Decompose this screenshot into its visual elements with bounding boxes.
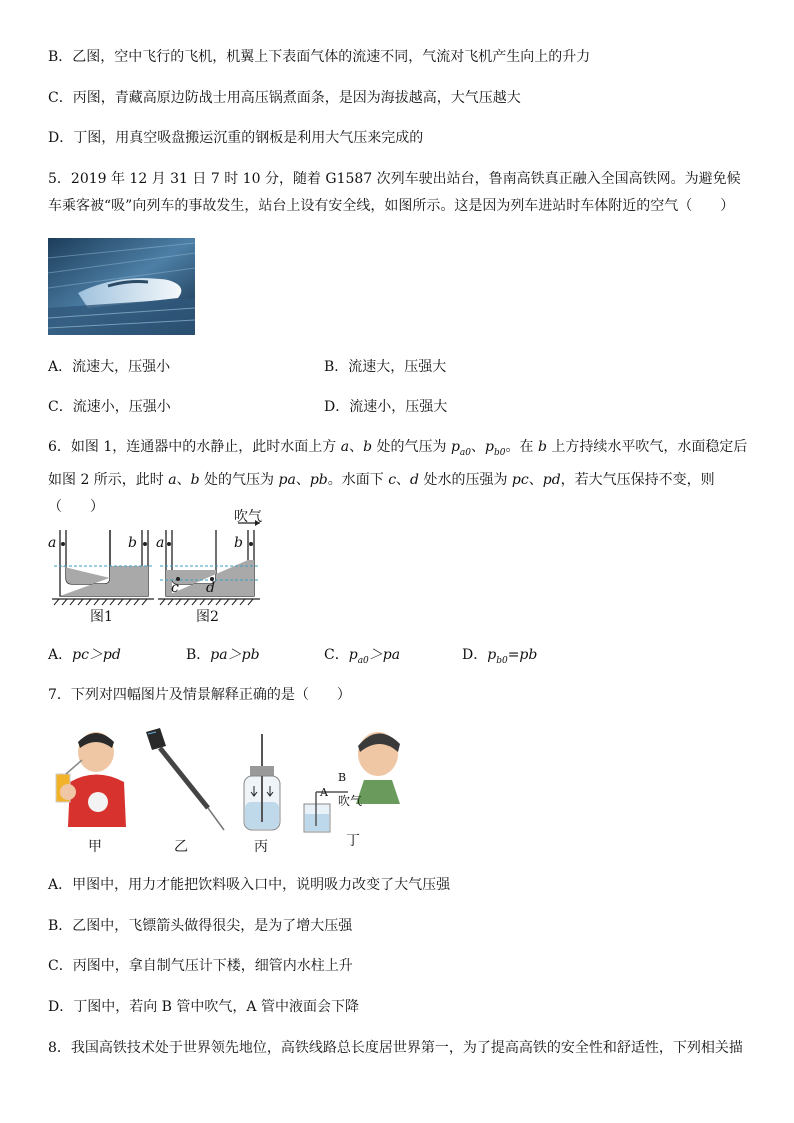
caption-yi: 乙 <box>174 839 188 855</box>
label-d: d <box>206 580 215 596</box>
connected-vessels-figure <box>48 500 268 630</box>
q7-option-d: D．丁图中，若向 B 管中吹气，A 管中液面会下降 <box>48 999 359 1015</box>
label-b-fig2: b <box>234 535 243 551</box>
caption-ding: 丁 <box>346 833 360 849</box>
barometer-picture <box>244 734 280 830</box>
blowing-tube-picture <box>304 732 400 832</box>
q5-option-c: C．流速小，压强小 <box>48 399 171 415</box>
ding-label-a: A <box>320 786 328 799</box>
label-a-fig1: a <box>48 535 57 551</box>
q6-option-b: B．pa＞pb <box>186 647 260 663</box>
q5-option-a: A．流速大，压强小 <box>48 359 171 375</box>
q5-option-d: D．流速小，压强大 <box>324 399 448 415</box>
caption-bing: 丙 <box>254 839 268 855</box>
q5-option-b: B．流速大，压强大 <box>324 359 447 375</box>
q7-option-c: C．丙图中，拿自制气压计下楼，细管内水柱上升 <box>48 958 353 974</box>
caption-jia: 甲 <box>88 839 102 855</box>
ding-label-blow: 吹气 <box>338 794 363 808</box>
option-b-prev: B．乙图，空中飞行的飞机，机翼上下表面气体的流速不同，气流对飞机产生向上的升力 <box>48 49 591 65</box>
figure-1-caption: 图1 <box>90 609 113 625</box>
train-photo <box>48 238 195 335</box>
q6-stem: 6．如图 1，连通器中的水静止，此时水面上方 a、b 处的气压为 $p_{a0}$、$p_{b0}$。在 b 上方持续水平吹气，水面稳定后如图 2 所示，此时 a、b 处的气压为 pa、pb。水面下 c、d 处水的压强为 pc、pd，若大气压保持不变，则（ ） <box>48 439 748 515</box>
q7-option-a: A．甲图中，用力才能把饮料吸入口中，说明吸力改变了大气压强 <box>48 877 451 893</box>
blow-label: 吹气 <box>234 509 262 525</box>
q6-option-d: D．$p_{b0}=pb$ <box>462 647 538 666</box>
boy-drinking-picture <box>56 732 126 827</box>
option-c-prev: C．丙图，青藏高原边防战士用高压锅煮面条，是因为海拔越高，大气压越大 <box>48 90 521 106</box>
figure-2-caption: 图2 <box>196 609 219 625</box>
label-b-fig1: b <box>128 535 137 551</box>
dart-picture <box>146 728 224 830</box>
q5-stem: 5．2019 年 12 月 31 日 7 时 10 分，随着 G1587 次列车驶出站台，鲁南高铁真正融入全国高铁网。为避免候车乘客被“吸”向列车的事故发生，站台上设有安全线，如图所示。这是因为列车进站时车体附近的空气（ ） <box>48 171 741 214</box>
label-a-fig2: a <box>156 535 165 551</box>
label-c: c <box>171 580 179 596</box>
q6-option-c: C．$p_{a0}>pa$ <box>324 647 401 666</box>
q7-pictures <box>48 722 418 857</box>
option-d-prev: D．丁图，用真空吸盘搬运沉重的钢板是利用大气压来完成的 <box>48 130 424 146</box>
q8-stem: 8．我国高铁技术处于世界领先地位，高铁线路总长度居世界第一，为了提高高铁的安全性和舒适性，下列相关描 <box>48 1040 743 1056</box>
q7-option-b: B．乙图中，飞镖箭头做得很尖，是为了增大压强 <box>48 918 353 934</box>
q7-stem: 7．下列对四幅图片及情景解释正确的是（ ） <box>48 687 351 703</box>
q6-option-a: A．pc＞pd <box>48 647 121 663</box>
ding-label-b: B <box>338 771 347 784</box>
